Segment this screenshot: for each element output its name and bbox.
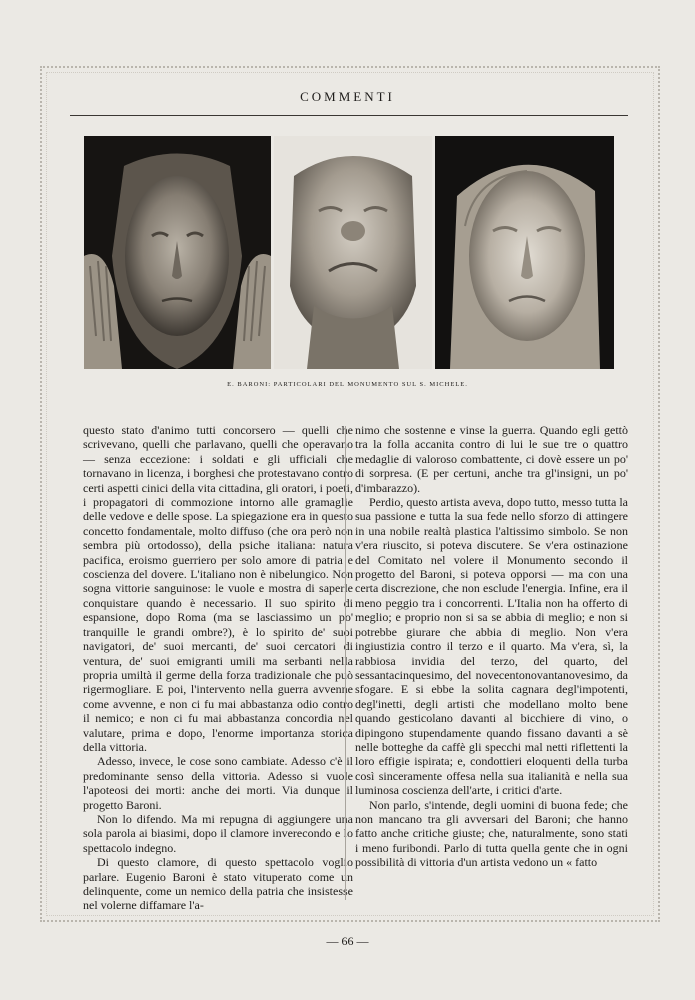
photo-caption: E. BARONI: PARTICOLARI DEL MONUMENTO SUL S. MICHELE. (227, 381, 468, 388)
paragraph: questo stato d'animo tutti concorsero — quelli che scrivevano, quelli che parlavano, quelli che operavano — senza eccezione: i soldati e gli ufficiali che tornavano in licenza, i borghesi che protestavano contro certi aspetti cinici della vita cittadina, gli oratori, i poeti, i propagatori di commozione intorno alle gramaglie delle vedove e delle spose. La spiegazione era in questo concetto fondamentale, molto diffuso (che ora però non sembra più ortodosso), della psiche italiana: natura pacifica, eroismo guerriero per solo amore di patria e coscienza del dovere. L'italiano non è nibelungico. Non sogna vittorie sanguinose: le vuole e mostra di saperle conquistare quando è necessario. Il suo spirito di espansione, dopo Roma (ma se lasciassimo un po' tranquille le grandi ombre?), è lo spirito de' suoi navigatori, de' suoi mercanti, de' suoi cercatori di ventura, de' suoi emigranti umili ma serbanti nella propria umiltà il germe della forza tradizionale che può rigermogliare. E poi, l'intervento nella guerra avvenne come avvenne, e non ci fu mai abbastanza odio contro il nemico; e non ci fu mai abbastanza concordia nel valutare, prima e dopo, l'enorme importanza storica della vittoria. (83, 423, 353, 754)
paragraph: Non lo difendo. Ma mi repugna di aggiungere una sola parola ai biasimi, dopo il clamore inverecondo e lo spettacolo indegno. (83, 811, 353, 855)
photo-mask-veiled (435, 136, 614, 369)
paragraph: Non parlo, s'intende, degli uomini di buona fede; che non mancano tra gli avversari del Baroni; che hanno fatto anche critiche giuste; che, naturalmente, sono stati i meno furibondi. Parlo di tutta quella gente che in ogni possibilità di vittoria d'un artista vedono un « fatto (355, 797, 628, 870)
photo-plate (84, 136, 614, 369)
running-header: COMMENTI (300, 89, 395, 104)
column-divider (345, 426, 346, 900)
header-rule (70, 115, 628, 116)
text-column-left (83, 423, 353, 913)
text-column-right (355, 423, 628, 870)
photo-mask-upturned (274, 136, 432, 369)
photo-mask-hands (84, 136, 271, 369)
page-number: — 66 — (326, 934, 369, 948)
paragraph: Di questo clamore, di questo spettacolo voglio parlare. Eugenio Baroni è stato vituperato come un delinquente, come un nemico della patria che insistesse nel volerne diffamare l'a- (83, 855, 353, 913)
paragraph: Adesso, invece, le cose sono cambiate. Adesso c'è il predominante senso della vittoria. Adesso si vuole l'apoteosi dei morti: anche dei morti. Via dunque il progetto Baroni. (83, 754, 353, 812)
paragraph: Perdio, questo artista aveva, dopo tutto, messo tutta la sua passione e tutta la sua fede nello sforzo di attingere in una nobile realtà plastica l'altissimo simbolo. Se non v'era riuscito, si poteva discutere. Se v'era ostinazione del Comitato nel volere il Monumento secondo il progetto del Baroni, si poteva opporsi — ma con una certa discrezione, che non esclude l'energia. Infine, era il meno peggio tra i concorrenti. L'Italia non ha offerto di meglio; e proprio non si sa se abbia di meglio; e non si potrebbe giurare che abbia di meglio. Non v'era ingiustizia contro il terzo e il quarto. Ma v'era, sì, la rabbiosa invidia del terzo, del quarto, del sessantacinquesimo, del novecentonovantanovesimo, da sfogare. E si ebbe la solita cagnara degl'impotenti, degl'inetti, degli artisti che modellano molto bene quando gesticolano davanti al bicchiere di vino, o dipingono stupendamente quando fissano davanti a sè nelle botteghe da caffè gli specchi mal netti riflettenti la loro effigie ispirata; e, condottieri eloquenti della turba così sinceramente offesa nella sua italianità e nella sua luminosa coscienza dell'arte, i critici d'arte. (355, 495, 628, 798)
paragraph: nimo che sostenne e vinse la guerra. Quando egli gettò tra la folla accanita contro di lui le sue tre o quattro medaglie di valoroso combattente, ci dovè essere un po' di sorpresa. (E per certuni, anche tra gl'insigni, un po' d'imbarazzo). (355, 423, 628, 495)
